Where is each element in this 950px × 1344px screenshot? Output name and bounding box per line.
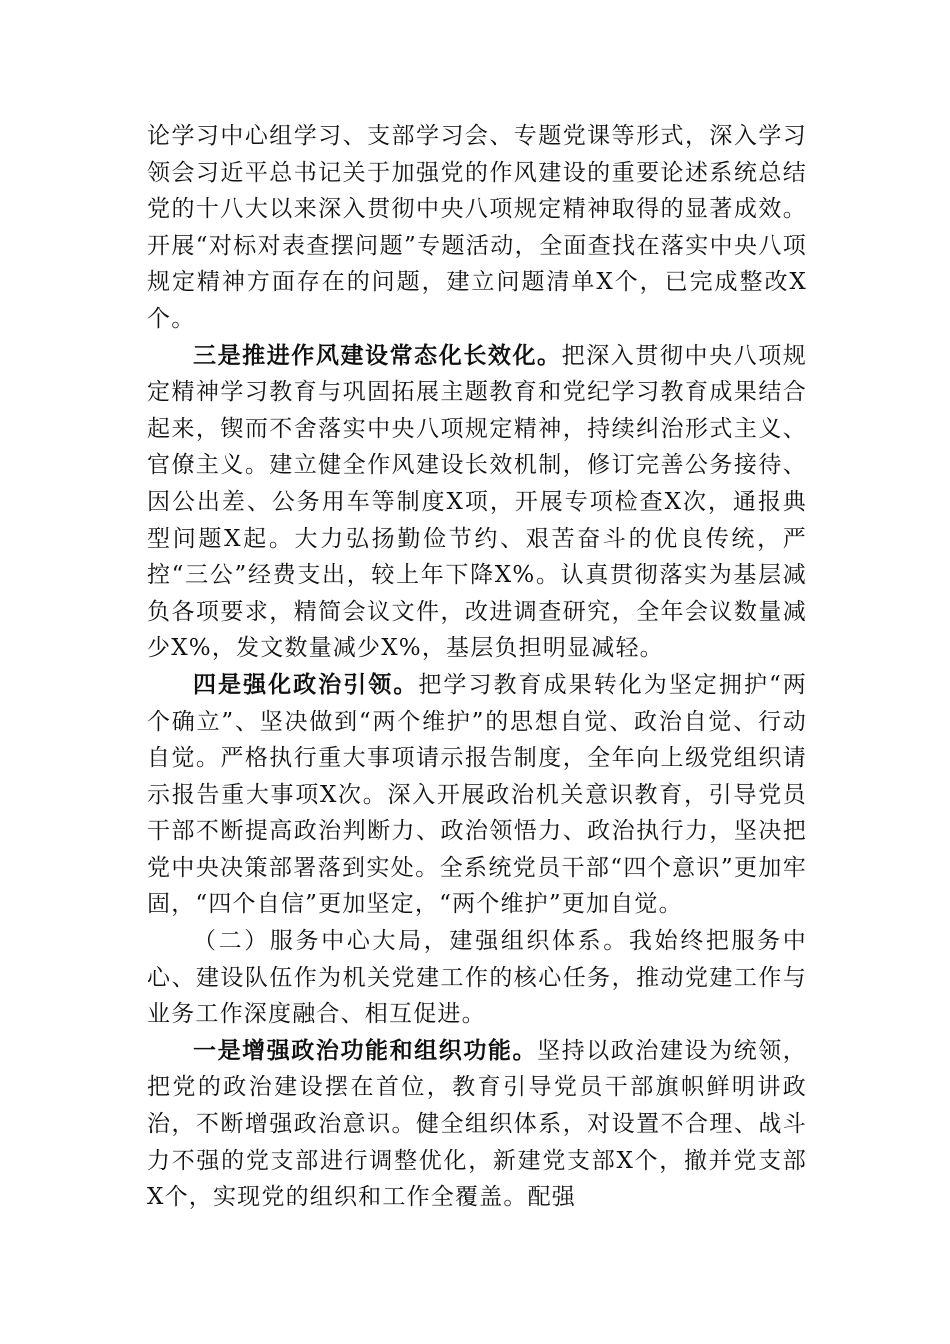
paragraph-text: 论学习中心组学习、支部学习会、专题党课等形式，深入学习领会习近平总书记关于加强党的作风建设的重要论述系统总结党的十八大以来深入贯彻中央八项规定精神取得的显著成效。开展“对标对表查摆问题”专题活动，全面查找在落实中央八项规定精神方面存在的问题，建立问题清单X个，已完成整改X个。 [147, 123, 807, 332]
document-page [147, 118, 807, 1216]
paragraph-text: 把学习教育成果转化为坚定拥护“两个确立”、坚决做到“两个维护”的思想自觉、政治自觉、行动自觉。严格执行重大事项请示报告制度，全年向上级党组织请示报告重大事项X次。深入开展政治机关意识教育，引导党员干部不断提高政治判断力、政治领悟力、政治执行力，坚决把党中央决策部署落到实处。全系统党员干部“四个意识”更加牢固，“四个自信”更加坚定，“两个维护”更加自觉。 [147, 671, 807, 918]
paragraph-text: 坚持以政治建设为统领，把党的政治建设摆在首位，教育引导党员干部旗帜鲜明讲政治，不断增强政治意识。健全组织体系，对设置不合理、战斗力不强的党支部进行调整优化，新建党支部X个，撤并党支部X个，实现党的组织和工作全覆盖。配强 [147, 1037, 807, 1211]
paragraph-lead-heading: 四是强化政治引领。 [193, 671, 419, 698]
body-paragraph-3 [147, 667, 807, 923]
paragraph-text: 把深入贯彻中央八项规定精神学习教育与巩固拓展主题教育和党纪学习教育成果结合起来，锲而不舍落实中央八项规定精神，持续纠治形式主义、官僚主义。建立健全作风建设长效机制，修订完善公务接待、因公出差、公务用车等制度X项，开展专项检查X次，通报典型问题X起。大力弘扬勤俭节约、艰苦奋斗的优良传统，严控“三公”经费支出，较上年下降X%。认真贯彻落实为基层减负各项要求，精简会议文件，改进调查研究，全年会议数量减少X%，发文数量减少X%，基层负担明显减轻。 [147, 342, 807, 662]
body-paragraph-2 [147, 338, 807, 667]
paragraph-lead-heading: 一是增强政治功能和组织功能。 [193, 1037, 538, 1064]
paragraph-lead-heading: 三是推进作风建设常态化长效化。 [193, 342, 562, 369]
body-paragraph-4 [147, 923, 807, 1033]
body-paragraph-1 [147, 118, 807, 338]
paragraph-text: （二）服务中心大局，建强组织体系。我始终把服务中心、建设队伍作为机关党建工作的核心任务，推动党建工作与业务工作深度融合、相互促进。 [147, 928, 807, 1028]
body-paragraph-5 [147, 1033, 807, 1216]
